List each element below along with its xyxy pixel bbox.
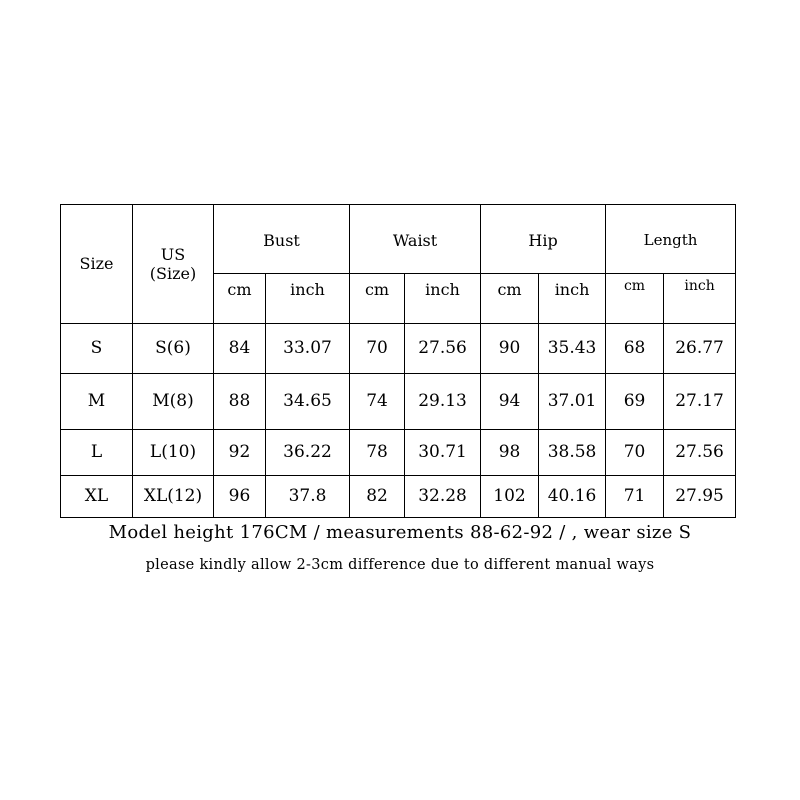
cell-length-inch: 27.95 [664, 476, 736, 518]
cell-bust-cm: 84 [214, 324, 266, 374]
unit-bust-inch: inch [266, 274, 350, 324]
measurement-difference-note: please kindly allow 2-3cm difference due to different manual ways [145, 557, 655, 573]
cell-bust-inch: 37.8 [266, 476, 350, 518]
cell-us: S(6) [133, 324, 214, 374]
cell-bust-cm: 96 [214, 476, 266, 518]
cell-bust-cm: 92 [214, 430, 266, 476]
cell-bust-inch: 33.07 [266, 324, 350, 374]
header-size: Size [61, 205, 133, 324]
cell-bust-cm: 88 [214, 374, 266, 430]
header-bust: Bust [214, 205, 350, 274]
cell-length-inch: 27.17 [664, 374, 736, 430]
cell-waist-cm: 78 [350, 430, 405, 476]
cell-waist-inch: 30.71 [405, 430, 481, 476]
cell-waist-inch: 27.56 [405, 324, 481, 374]
cell-length-cm: 68 [606, 324, 664, 374]
cell-bust-inch: 36.22 [266, 430, 350, 476]
cell-waist-inch: 29.13 [405, 374, 481, 430]
cell-hip-cm: 102 [481, 476, 539, 518]
header-us [133, 205, 214, 324]
model-measurements-note: Model height 176CM / measurements 88-62-92 / , wear size S [108, 522, 692, 543]
cell-us: M(8) [133, 374, 214, 430]
table-row [61, 324, 736, 374]
cell-hip-cm: 94 [481, 374, 539, 430]
table-row [61, 476, 736, 518]
cell-hip-inch: 35.43 [539, 324, 606, 374]
cell-size: M [61, 374, 133, 430]
cell-hip-cm: 90 [481, 324, 539, 374]
cell-size: S [61, 324, 133, 374]
cell-waist-inch: 32.28 [405, 476, 481, 518]
unit-hip-cm: cm [481, 274, 539, 324]
unit-hip-inch: inch [539, 274, 606, 324]
unit-bust-cm: cm [214, 274, 266, 324]
header-length: Length [606, 205, 736, 274]
unit-waist-cm: cm [350, 274, 405, 324]
header-us-line2: (Size) [149, 264, 197, 283]
cell-hip-inch: 38.58 [539, 430, 606, 476]
header-us-line1: US [160, 244, 186, 264]
cell-length-cm: 71 [606, 476, 664, 518]
unit-length-cm: cm [606, 274, 664, 324]
cell-hip-inch: 37.01 [539, 374, 606, 430]
table-row [61, 374, 736, 430]
unit-length-inch: inch [664, 274, 736, 324]
cell-us: L(10) [133, 430, 214, 476]
header-waist: Waist [350, 205, 481, 274]
cell-hip-inch: 40.16 [539, 476, 606, 518]
cell-length-inch: 26.77 [664, 324, 736, 374]
cell-waist-cm: 82 [350, 476, 405, 518]
cell-length-cm: 69 [606, 374, 664, 430]
table-row [61, 430, 736, 476]
cell-us: XL(12) [133, 476, 214, 518]
cell-size: XL [61, 476, 133, 518]
cell-bust-inch: 34.65 [266, 374, 350, 430]
cell-length-inch: 27.56 [664, 430, 736, 476]
cell-hip-cm: 98 [481, 430, 539, 476]
cell-length-cm: 70 [606, 430, 664, 476]
cell-waist-cm: 74 [350, 374, 405, 430]
header-hip: Hip [481, 205, 606, 274]
cell-waist-cm: 70 [350, 324, 405, 374]
size-chart-table [60, 204, 736, 518]
unit-waist-inch: inch [405, 274, 481, 324]
cell-size: L [61, 430, 133, 476]
